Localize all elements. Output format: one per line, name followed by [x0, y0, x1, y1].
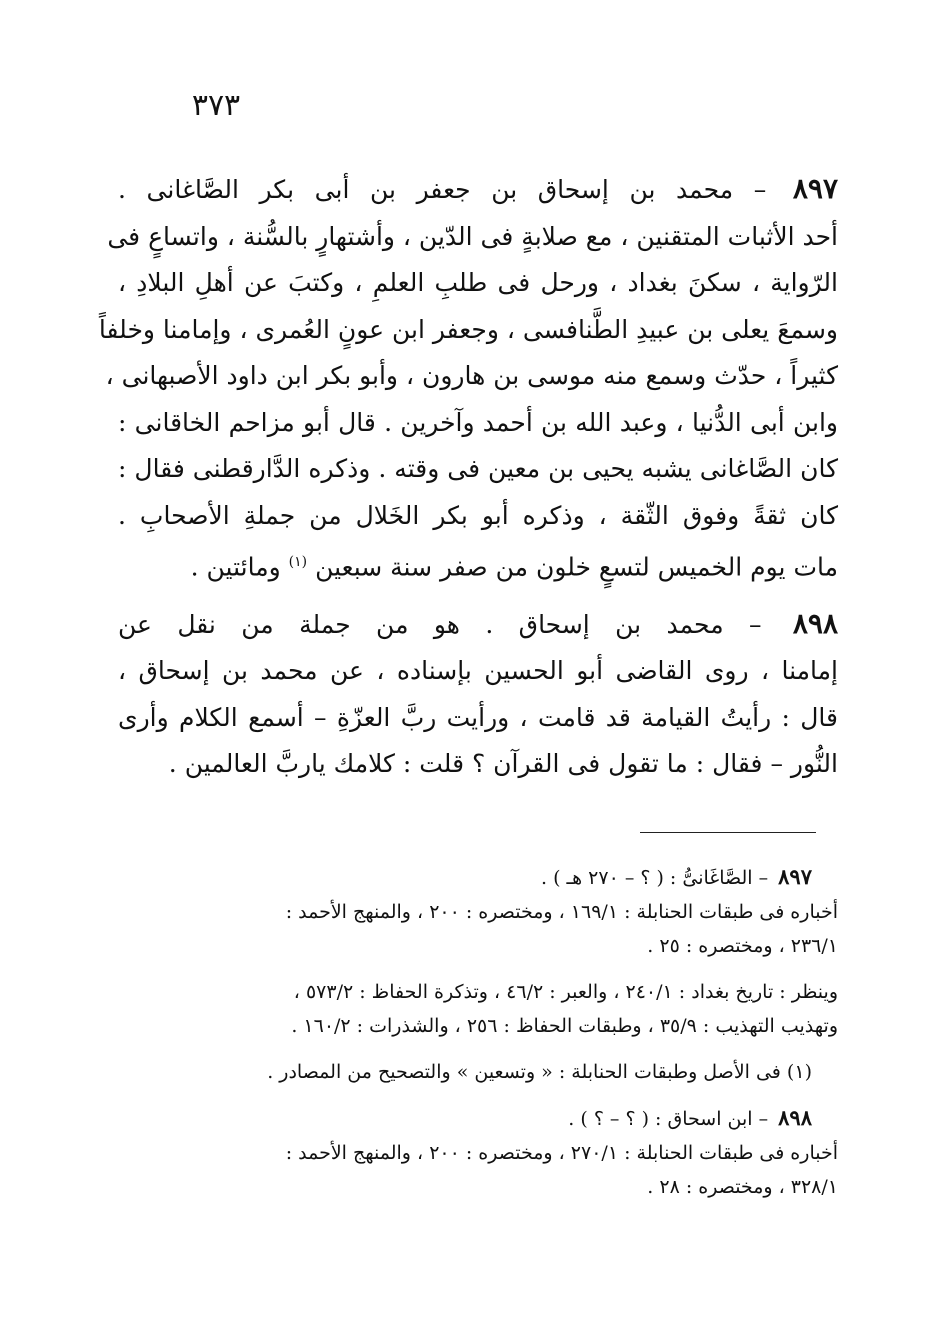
- entry-number: ٨٩٧: [792, 172, 838, 205]
- biography-entry-898: [118, 601, 838, 788]
- entry-line-text: – محمد بن إسحاق بن جعفر بن أبى بكر الصَّاغانى .: [118, 175, 767, 204]
- footnotes: [130, 860, 838, 1216]
- entry-line-text: – محمد بن إسحاق . هو من جملة من نقل عن: [118, 609, 762, 639]
- biography-entry-897: [98, 166, 838, 591]
- entry-line: أحد الأثبات المتقنين ، مع صلابةٍ فى الدّين ، وأشتهارٍ بالسُّنة ، واتساعٍ فى: [107, 221, 838, 251]
- entry-line: النُّور – فقال : ما تقول فى القرآن ؟ قلت : كلامك ياربَّ العالمين .: [168, 749, 838, 779]
- footnote-897: [130, 860, 838, 963]
- entry-line: إمامنا ، روى القاضى أبو الحسين بإسناده ، عن محمد بن إسحاق ،: [118, 656, 838, 686]
- footnote-marker: (١): [288, 554, 308, 570]
- footnote-heading-text: – ابن اسحاق : ( ؟ – ؟ ) .: [568, 1108, 769, 1130]
- footnote-heading-text: – الصَّاغَانىُّ : ( ؟ – ٢٧٠ هـ ) .: [540, 867, 769, 889]
- entry-line: كثيراً ، حدّث وسمع منه موسى بن هارون ، وأبو بكر ابن داود الأصبهانى ،: [105, 361, 838, 390]
- footnote-line: وتهذيب التهذيب : ٣٥/٩ ، وطبقات الحفاظ : ٢٥٦ ، والشذرات : ١٦٠/٢ .: [291, 1015, 838, 1037]
- entry-line: وابن أبى الدُّنيا ، وعبد الله بن أحمد وآخرين . قال أبو مزاحم الخاقانى :: [118, 407, 838, 437]
- footnote-1: [130, 1055, 838, 1089]
- footnote-references: [130, 975, 838, 1043]
- footnote-line: ٣٢٨/١ ، ومختصره : ٢٨ .: [647, 1176, 838, 1198]
- entry-line: [118, 166, 838, 214]
- entry-line: كان ثقةً وفوق الثّقة ، وذكره أبو بكر الخَلال من جملةِ الأصحابِ .: [118, 500, 838, 530]
- footnote-number: ٨٩٧: [778, 864, 812, 889]
- entry-line-text: ومائتين .: [190, 552, 281, 582]
- footnote-line: وينظر : تاريخ بغداد : ٢٤٠/١ ، والعبر : ٤٦/٢ ، وتذكرة الحفاظ : ٥٧٣/٢ ،: [293, 981, 838, 1003]
- entry-line: قال : رأيتُ القيامة قد قامت ، ورأيت ربَّ العزّةِ – أسمع الكلام وأرى: [118, 702, 838, 732]
- footnote-line: ٢٣٦/١ ، ومختصره : ٢٥ .: [647, 935, 838, 957]
- entry-line: الرّواية ، سكنَ بغداد ، ورحل فى طلبِ العلمِ ، وكتبَ عن أهلِ البلادِ ،: [118, 268, 838, 297]
- footnote-heading: [130, 1101, 838, 1136]
- footnote-line: (١) فى الأصل وطبقات الحنابلة : « وتسعين » والتصحيح من المصادر .: [267, 1061, 812, 1083]
- entry-line: [118, 539, 838, 591]
- footnote-line: أخباره فى طبقات الحنابلة : ٢٧٠/١ ، ومختصره : ٢٠٠ ، والمنهج الأحمد :: [285, 1142, 838, 1164]
- footnote-separator: [640, 832, 816, 833]
- entry-number: ٨٩٨: [792, 606, 838, 640]
- entry-line: وسمعَ يعلى بن عبيدِ الطَّنافسى ، وجعفر ابن عونٍ العُمرى ، وإمامنا وخلفاً: [98, 314, 838, 344]
- main-text: [98, 166, 838, 798]
- page-number: ٣٧٣: [191, 88, 241, 123]
- entry-line: كان الصَّاغانى يشبه يحيى بن معين فى وقته . وذكره الدَّارقطنى فقال :: [118, 454, 838, 483]
- footnote-line: أخباره فى طبقات الحنابلة : ١٦٩/١ ، ومختصره : ٢٠٠ ، والمنهج الأحمد :: [285, 901, 838, 923]
- footnote-898: [130, 1101, 838, 1204]
- entry-line: [118, 601, 838, 649]
- footnote-number: ٨٩٨: [778, 1105, 812, 1130]
- footnote-heading: [130, 860, 838, 895]
- entry-line-text: مات يوم الخميس لتسعٍ خلون من صفر سنة سبعين: [315, 552, 838, 582]
